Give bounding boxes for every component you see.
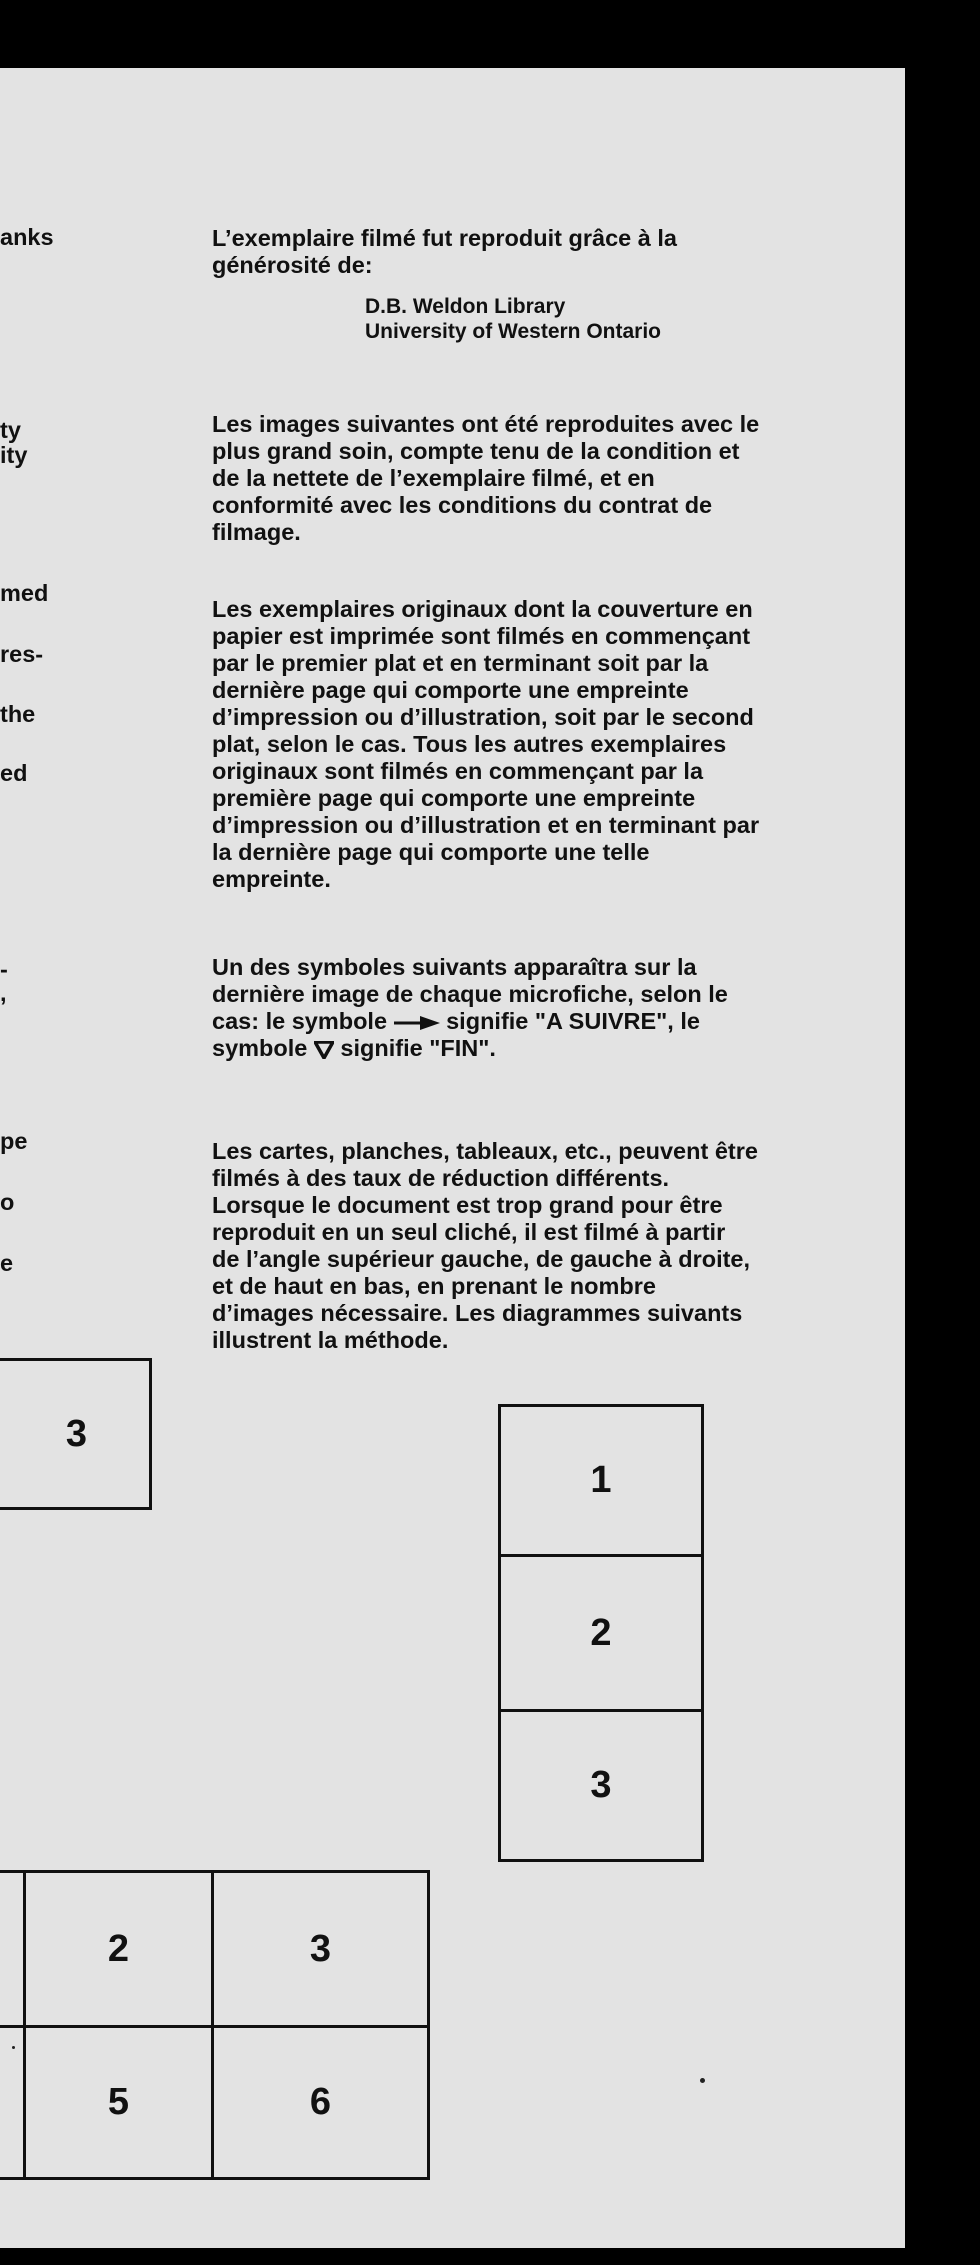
text-line: d’impression ou d’illustration, soit par le second	[212, 704, 754, 730]
library-credit	[365, 294, 661, 344]
text-line: d’impression ou d’illustration et en terminant par	[212, 812, 760, 838]
library-name: D.B. Weldon Library	[365, 295, 566, 318]
text-fragment: signifie "FIN".	[340, 1035, 496, 1061]
text-line: filmage.	[212, 519, 301, 545]
text-line: Un des symboles suivants apparaîtra sur la	[212, 954, 697, 980]
text-line: plus grand soin, compte tenu de la condition et	[212, 438, 740, 464]
text-line: originaux sont filmés en commençant par la	[212, 758, 704, 784]
diagram-cell: 2	[590, 1611, 612, 1654]
text-line: dernière page qui comporte une empreinte	[212, 677, 689, 703]
left-fragment: med	[0, 580, 49, 606]
intro-line: générosité de:	[212, 252, 373, 278]
diagram-cell: 6	[309, 2081, 332, 2123]
intro-line: L’exemplaire filmé fut reproduit grâce à la	[212, 225, 677, 251]
diagram-cell: 1	[590, 1459, 612, 1501]
diagram-cell: 2	[107, 1927, 130, 1970]
library-institution: University of Western Ontario	[365, 320, 662, 343]
left-fragment: ity	[0, 442, 28, 468]
text-fragment: cas: le symbole	[212, 1008, 388, 1034]
diagram-cell: 5	[107, 2081, 130, 2123]
left-fragment: anks	[0, 224, 54, 250]
dust-speck	[12, 2046, 15, 2049]
text-fragment: signifie "A SUIVRE", le	[446, 1008, 700, 1034]
text-line: papier est imprimée sont filmés en commençant	[212, 623, 751, 649]
microfilm-page	[0, 68, 905, 2248]
diagram-cell: 3	[309, 1927, 332, 1970]
text-line: empreinte.	[212, 866, 331, 892]
left-fragment: ty	[0, 417, 21, 443]
left-fragment: ed	[0, 760, 28, 786]
paragraph-originals	[212, 596, 759, 893]
text-line: illustrent la méthode.	[212, 1327, 449, 1353]
text-line: Les exemplaires originaux dont la couverture en	[212, 596, 753, 622]
left-fragment: res-	[0, 641, 44, 667]
text-line: première page qui comporte une empreinte	[212, 785, 696, 811]
paragraph-symbols	[212, 954, 728, 1062]
text-line: dernière image de chaque microfiche, selon le	[212, 981, 728, 1007]
diagram-vertical	[498, 1404, 704, 1862]
intro-text	[212, 225, 677, 279]
paragraph-method	[212, 1138, 758, 1354]
left-fragment: the	[0, 701, 36, 727]
left-fragment: e	[0, 1250, 14, 1276]
text-line	[212, 1008, 728, 1035]
diagram-label: 3	[65, 1412, 87, 1455]
left-fragment: o	[0, 1189, 15, 1215]
text-line: de l’angle supérieur gauche, de gauche à droite,	[212, 1246, 751, 1272]
text-line: Lorsque le document est trop grand pour être	[212, 1192, 723, 1218]
text-line: filmés à des taux de réduction différents.	[212, 1165, 670, 1191]
text-line: Les images suivantes ont été reproduites avec le	[212, 411, 760, 437]
text-line: la dernière page qui comporte une telle	[212, 839, 650, 865]
left-fragment: -	[0, 956, 8, 982]
diagram-cell: 3	[590, 1764, 612, 1806]
text-line: d’images nécessaire. Les diagrammes suivants	[212, 1300, 743, 1326]
text-line	[212, 1035, 728, 1062]
left-fragment: ,	[0, 980, 7, 1006]
text-line: plat, selon le cas. Tous les autres exemplaires	[212, 731, 727, 757]
diagram-grid	[0, 1870, 430, 2180]
text-line: et de haut en bas, en prenant le nombre	[212, 1273, 656, 1299]
text-line: reproduit en un seul cliché, il est filmé à partir	[212, 1219, 726, 1245]
text-line: par le premier plat et en terminant soit par la	[212, 650, 709, 676]
dust-speck	[700, 2078, 705, 2083]
text-fragment: symbole	[212, 1035, 308, 1061]
triangle-down-icon	[314, 1041, 334, 1059]
paragraph-care	[212, 411, 759, 546]
text-line: Les cartes, planches, tableaux, etc., peuvent être	[212, 1138, 758, 1164]
left-fragment: pe	[0, 1128, 28, 1154]
text-line: conformité avec les conditions du contrat de	[212, 492, 713, 518]
arrow-icon	[394, 1015, 440, 1031]
text-line: de la nettete de l’exemplaire filmé, et en	[212, 465, 655, 491]
diagram-box-3	[0, 1358, 152, 1510]
